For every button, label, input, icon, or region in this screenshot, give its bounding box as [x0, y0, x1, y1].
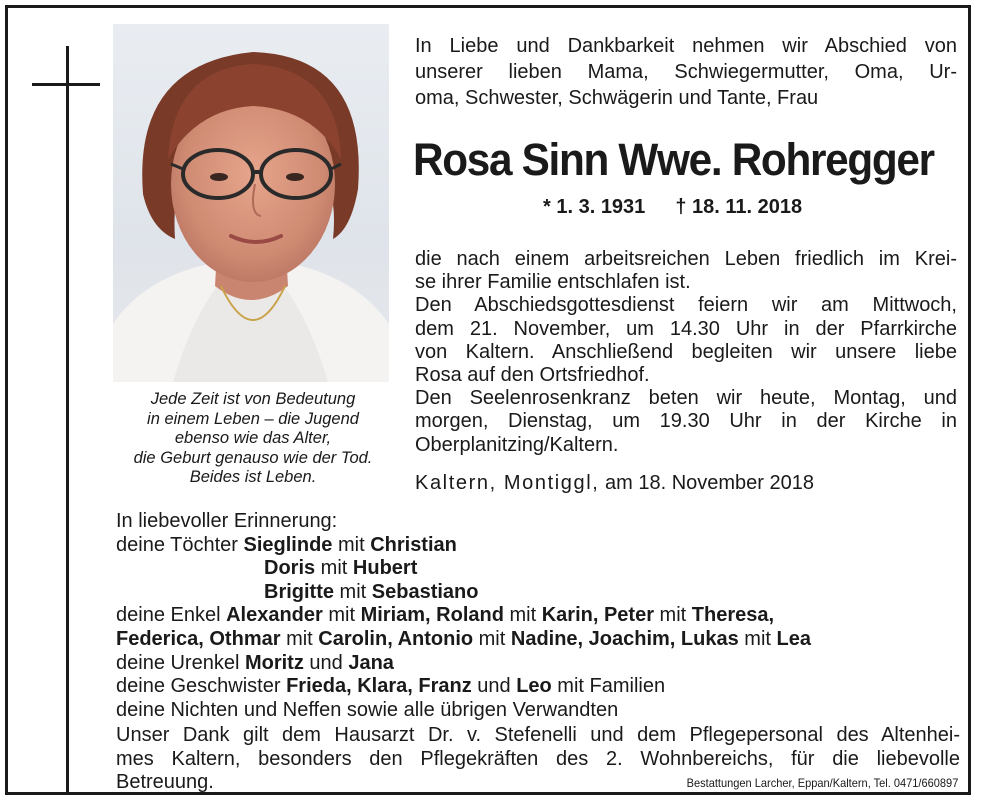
quote-line: Jede Zeit ist von Bedeutung — [150, 390, 356, 408]
cross-icon — [66, 46, 69, 795]
birth-date: * 1. 3. 1931 — [543, 196, 646, 218]
intro-line: In Liebe und Dankbarkeit nehmen wir Abschied von — [415, 35, 957, 57]
thanks-line: mes Kaltern, besonders den Pflegekräften des 2. Wohnbereichs, für die liebevolle — [116, 747, 960, 770]
body-line: morgen, Dienstag, um 19.30 Uhr in der Kirche in — [415, 410, 957, 433]
intro-line: unserer lieben Mama, Schwiegermutter, Oma, Ur- — [415, 61, 957, 83]
mourners-line: Doris mit Hubert — [264, 557, 418, 580]
body-text — [415, 248, 957, 457]
portrait-photo — [113, 24, 389, 382]
mourners-line: deine Urenkel Moritz und Jana — [116, 651, 394, 674]
mourners-list — [116, 510, 811, 722]
life-dates — [543, 194, 832, 220]
body-line: von Kaltern. Anschließend begleiten wir unsere liebe — [415, 340, 957, 363]
thanks-line: Unser Dank gilt dem Hausarzt Dr. v. Stefenelli und dem Pflegepersonal des Altenhei- — [116, 724, 960, 746]
mourners-line: deine Töchter Sieglinde mit Christian — [116, 533, 457, 556]
quote-line: ebenso wie das Alter, — [174, 429, 332, 447]
quote-line: in einem Leben – die Jugend — [147, 409, 359, 428]
body-line: Oberplanitzing/Kaltern. — [415, 433, 619, 456]
mourners-line: deine Geschwister Frieda, Klara, Franz und Leo mit Familien — [116, 675, 666, 698]
date: am 18. November 2018 — [605, 472, 815, 494]
mourners-line: deine Nichten und Neffen sowie alle übrigen Verwandten — [116, 698, 619, 721]
quote-line: Beides ist Leben. — [189, 468, 317, 486]
place: Kaltern, Montiggl, — [415, 472, 600, 494]
body-line: Den Abschiedsgottesdienst feiern wir am Mittwoch, — [415, 294, 957, 317]
thanks-line: Betreuung. — [116, 771, 214, 793]
quote-line: die Geburt genauso wie der Tod. — [133, 448, 373, 467]
cross-icon-bar — [32, 83, 100, 86]
portrait-illustration — [113, 24, 389, 382]
death-date: † 18. 11. 2018 — [675, 196, 803, 218]
obituary-frame — [5, 5, 971, 795]
intro-line: oma, Schwester, Schwägerin und Tante, Frau — [415, 87, 819, 109]
body-line: die nach einem arbeitsreichen Leben friedlich im Krei- — [415, 248, 957, 270]
mourners-line: Brigitte mit Sebastiano — [264, 580, 479, 603]
intro-text — [415, 33, 957, 111]
body-line: se ihrer Familie entschlafen ist. — [415, 271, 691, 294]
mourners-line: deine Enkel Alexander mit Miriam, Roland mit Karin, Peter mit Theresa, — [116, 604, 775, 627]
funeral-home: Bestattungen Larcher, Eppan/Kaltern, Tel. 0471/660897 — [686, 776, 958, 790]
body-line: Den Seelenrosenkranz beten wir heute, Montag, und — [415, 387, 957, 410]
mourners-header: In liebevoller Erinnerung: — [116, 510, 338, 532]
body-line: dem 21. November, um 14.30 Uhr in der Pfarrkirche — [415, 317, 957, 340]
deceased-name: Rosa Sinn Wwe. Rohregger — [413, 134, 934, 185]
quote — [103, 390, 403, 488]
mourners-line: Federica, Othmar mit Carolin, Antonio mit Nadine, Joachim, Lukas mit Lea — [116, 627, 811, 650]
body-line: Rosa auf den Ortsfriedhof. — [415, 364, 650, 387]
place-date — [415, 470, 814, 496]
